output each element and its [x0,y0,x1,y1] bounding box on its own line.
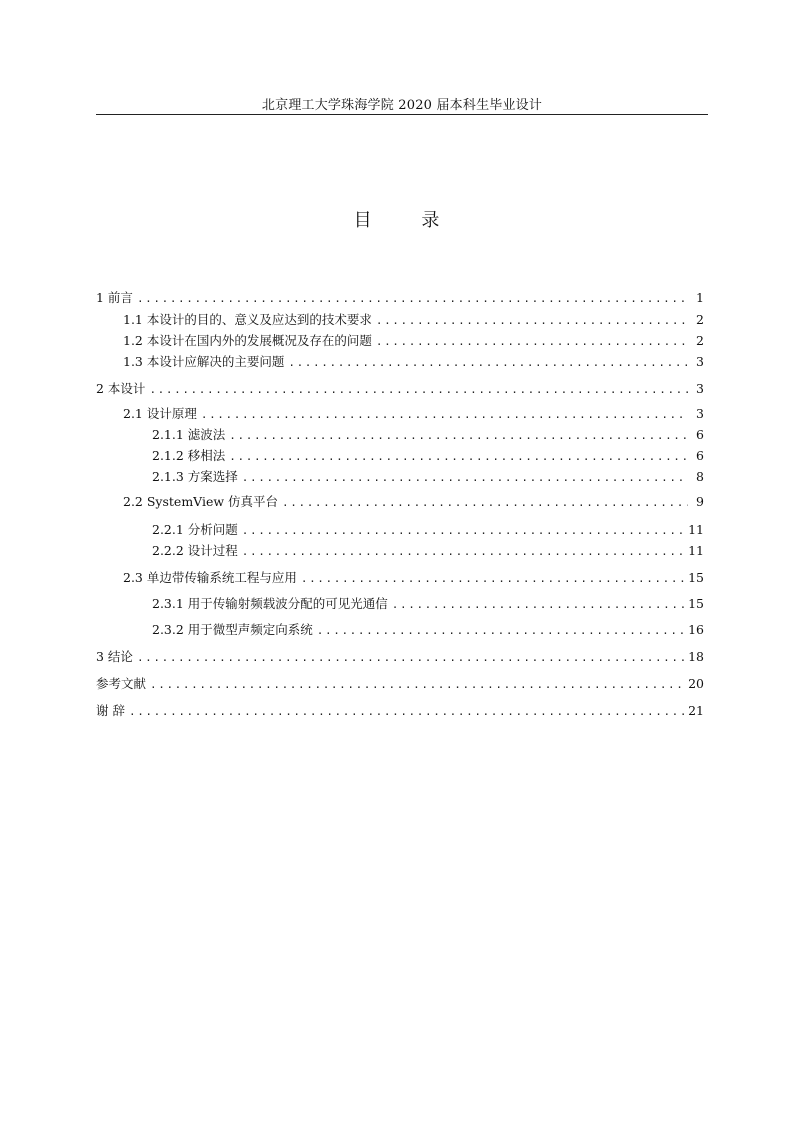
leader-dots [376,312,688,330]
toc-entry-2-1[interactable] [123,405,704,423]
toc-entry-label: 2.1.3 方案选择 [152,469,238,484]
toc-entry-references[interactable] [96,675,704,693]
toc-entry-acknowledgements[interactable] [96,702,704,720]
header-rule [96,114,708,115]
leader-dots [150,676,684,694]
toc-entry-2[interactable] [96,380,704,398]
toc-entry-page: 3 [696,406,704,421]
toc-entry-2-3-2[interactable] [152,621,704,639]
toc-entry-label: 2.2 SystemView 仿真平台 [123,494,279,509]
toc-entry-page: 2 [696,312,704,327]
leader-dots [242,469,688,487]
toc-entry-label: 2.1 设计原理 [123,406,197,421]
leader-dots [242,543,684,561]
leader-dots [137,649,684,667]
toc-entry-2-2[interactable] [123,493,704,511]
leader-dots [392,596,684,614]
leader-dots [288,354,688,372]
toc-entry-label: 1.2 本设计在国内外的发展概况及存在的问题 [123,333,372,348]
toc-entry-2-1-2[interactable] [152,447,704,465]
toc-entry-label: 2.2.1 分析问题 [152,522,238,537]
toc-entry-label: 2.3.2 用于微型声频定向系统 [152,622,313,637]
leader-dots [301,570,684,588]
toc-entry-label: 2.1.2 移相法 [152,448,226,463]
toc-entry-label: 2.1.1 滤波法 [152,427,226,442]
toc-entry-label: 1.1 本设计的目的、意义及应达到的技术要求 [123,312,372,327]
toc-entry-label: 2 本设计 [96,381,146,396]
toc-entry-label: 3 结论 [96,649,133,664]
toc-entry-label: 1.3 本设计应解决的主要问题 [123,354,285,369]
toc-entry-page: 2 [696,333,704,348]
leader-dots [282,494,688,512]
toc-entry-2-3-1[interactable] [152,595,704,613]
toc-entry-page: 11 [688,543,704,558]
toc-entry-1-1[interactable] [123,311,704,329]
toc-entry-page: 3 [696,354,704,369]
toc-entry-page: 18 [688,649,704,664]
toc-entry-2-1-1[interactable] [152,426,704,444]
toc-entry-page: 15 [688,596,704,611]
toc-entry-2-3[interactable] [123,569,704,587]
leader-dots [229,427,688,445]
leader-dots [376,333,688,351]
toc-entry-2-1-3[interactable] [152,468,704,486]
toc-entry-2-2-2[interactable] [152,542,704,560]
leader-dots [229,448,688,466]
toc-entry-page: 6 [696,427,704,442]
toc-entry-label: 2.3.1 用于传输射频载波分配的可见光通信 [152,596,388,611]
toc-entry-3[interactable] [96,648,704,666]
toc-entry-label: 1 前言 [96,290,133,305]
toc-entry-label: 2.3 单边带传输系统工程与应用 [123,570,297,585]
leader-dots [137,290,688,308]
toc-entry-page: 16 [688,622,704,637]
toc-entry-page: 1 [696,290,704,305]
toc-entry-page: 11 [688,522,704,537]
leader-dots [317,622,684,640]
leader-dots [149,381,688,399]
toc-entry-page: 20 [688,676,704,691]
toc-entry-1[interactable] [96,289,704,307]
toc-entry-page: 6 [696,448,704,463]
leader-dots [242,522,684,540]
toc-entry-page: 3 [696,381,704,396]
toc-entry-page: 9 [696,494,704,509]
toc-entry-1-2[interactable] [123,332,704,350]
toc-entry-label: 参考文献 [96,676,147,691]
page-header: 北京理工大学珠海学院 2020 届本科生毕业设计 [261,98,543,113]
toc-entry-label: 谢 辞 [96,703,125,718]
toc-entry-1-3[interactable] [123,353,704,371]
leader-dots [201,406,688,424]
toc-entry-page: 15 [688,570,704,585]
leader-dots [129,703,684,721]
toc-title: 目 录 [353,210,462,231]
toc-entry-label: 2.2.2 设计过程 [152,543,238,558]
toc-entry-2-2-1[interactable] [152,521,704,539]
toc-entry-page: 21 [688,703,704,718]
toc-entry-page: 8 [696,469,704,484]
